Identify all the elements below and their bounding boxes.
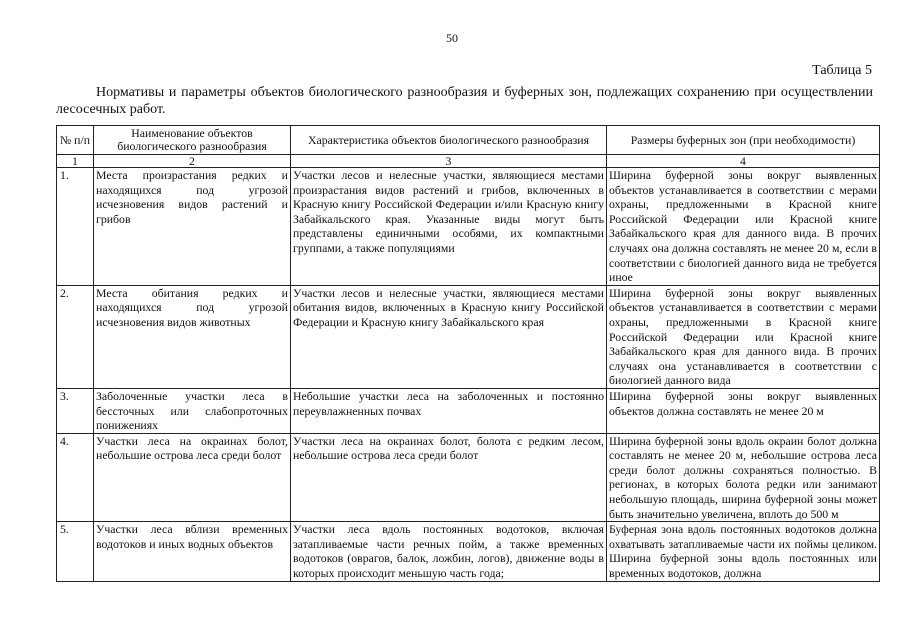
object-name: Места обитания редких и находящихся под угрозой исчезновения видов животных (94, 285, 291, 388)
table-row (57, 388, 880, 433)
row-number: 4. (57, 433, 94, 522)
buffer-zone-size: Ширина буферной зоны вдоль окраин болот должна составлять не менее 20 м, небольшие острова леса среди болот должны сохраняться полностью. В регионах, в которых болота редки или занимают небольшую площадь, ширина буферной зоны может быть значительно увеличена, вплоть до 500 м (607, 433, 880, 522)
column-number-row (57, 155, 880, 168)
row-number: 5. (57, 522, 94, 581)
biodiversity-table (56, 125, 880, 582)
page-number: 50 (446, 31, 458, 45)
object-name: Заболоченные участки леса в бессточных или слабопроточных понижениях (94, 388, 291, 433)
table-label: Таблица 5 (812, 63, 872, 78)
row-number: 1. (57, 168, 94, 286)
object-description: Небольшие участки леса на заболоченных и постоянно переувлажненных почвах (291, 388, 607, 433)
header-number: № п/п (57, 126, 94, 155)
column-number: 2 (94, 155, 291, 168)
table-row (57, 433, 880, 522)
object-name: Участки леса на окраинах болот, небольшие острова леса среди болот (94, 433, 291, 522)
column-number: 3 (291, 155, 607, 168)
table-title: Нормативы и параметры объектов биологического разнообразия и буферных зон, подлежащих сохранению при осуществлении лесосечных работ. (56, 85, 873, 117)
object-name: Места произрастания редких и находящихся под угрозой исчезновения видов растений и грибов (94, 168, 291, 286)
column-number: 4 (607, 155, 880, 168)
object-description: Участки лесов и нелесные участки, являющиеся местами обитания видов, включенных в Красную книгу Российской Федерации и Красную книгу Забайкальского края (291, 285, 607, 388)
table-header-row (57, 126, 880, 155)
row-number: 2. (57, 285, 94, 388)
header-object-name: Наименование объектов биологического разнообразия (94, 126, 291, 155)
object-description: Участки леса вдоль постоянных водотоков, включая затапливаемые части речных пойм, а также временных водотоков (оврагов, балок, ложбин, логов), движение воды в которых происходит меньшую часть года; (291, 522, 607, 581)
buffer-zone-size: Ширина буферной зоны вокруг выявленных объектов устанавливается в соответствии с мерами охраны, предложенными в Красной книге Российской Федерации или Красной книге Забайкальского края для данного вида. В прочих случаях она должна составлять не менее 20 м, если в соответствии с биологией данного вида не требуется иное (607, 168, 880, 286)
buffer-zone-size: Ширина буферной зоны вокруг выявленных объектов устанавливается в соответствии с мерами охраны, предложенными в Красной книге Российской Федерации или Красной книге Забайкальского края для данного вида. В прочих случаях она устанавливается в соответствии с биологией данного вида (607, 285, 880, 388)
row-number: 3. (57, 388, 94, 433)
object-description: Участки леса на окраинах болот, болота с редким лесом, небольшие острова леса среди болот (291, 433, 607, 522)
column-number: 1 (57, 155, 94, 168)
table-row (57, 285, 880, 388)
buffer-zone-size: Ширина буферной зоны вокруг выявленных объектов должна составлять не менее 20 м (607, 388, 880, 433)
object-description: Участки лесов и нелесные участки, являющиеся местами произрастания видов растений и грибов, включенных в Красную книгу Российской Федерации и/или Красную книгу Забайкальского края. Указанные виды могут быть представлены единичными особями, их компактными группами, а также популяциями (291, 168, 607, 286)
object-name: Участки леса вблизи временных водотоков и иных водных объектов (94, 522, 291, 581)
table-row (57, 522, 880, 581)
header-object-description: Характеристика объектов биологического разнообразия (291, 126, 607, 155)
header-buffer-size: Размеры буферных зон (при необходимости) (607, 126, 880, 155)
buffer-zone-size: Буферная зона вдоль постоянных водотоков должна охватывать затапливаемые части их поймы целиком. Ширина буферной зоны вдоль постоянных или временных водотоков, должна (607, 522, 880, 581)
table-row (57, 168, 880, 286)
